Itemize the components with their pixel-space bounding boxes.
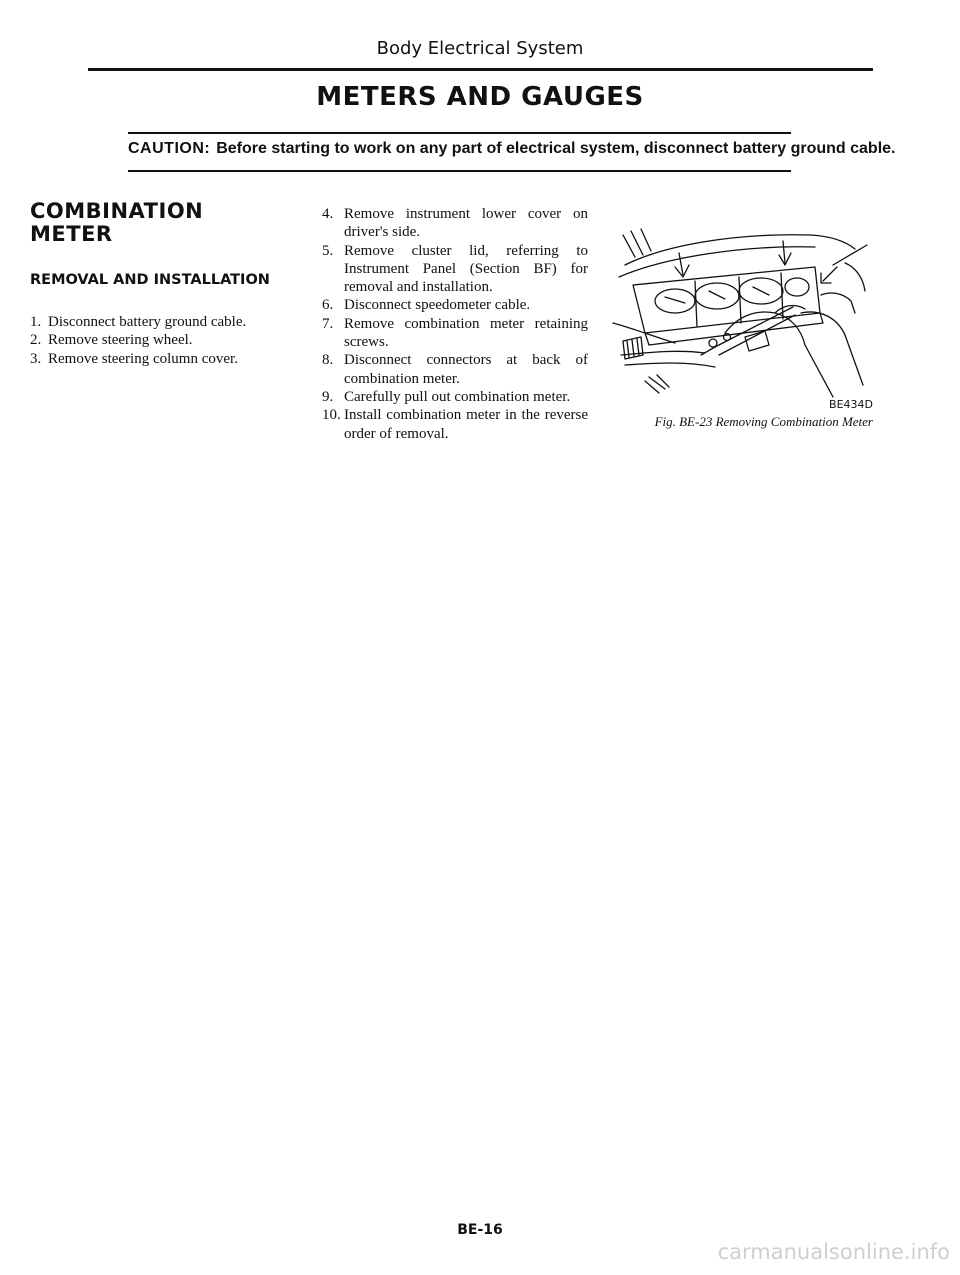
step-item [322,351,588,388]
caution-label: CAUTION: [128,140,211,157]
figure-number: Fig. BE-23 [654,414,713,429]
step-number: 8. [322,352,334,369]
caution-rule-top [128,132,791,134]
step-item [322,315,588,352]
header-rule [88,68,873,71]
steps-middle-column [322,205,588,443]
step-item [322,205,588,242]
step-text: Disconnect battery ground cable. [48,314,247,330]
step-text: Disconnect connectors at back of combination meter. [344,352,588,387]
caution-notice [128,140,896,158]
figure-caption-text: Removing Combination Meter [715,414,873,429]
step-text: Remove cluster lid, referring to Instrument Panel (Section BF) for removal and installation. [344,242,588,296]
section-title: COMBINATION METER [30,199,204,246]
figure-caption [605,414,873,429]
step-text: Install combination meter in the reverse order of removal. [344,407,588,442]
step-item [30,313,300,331]
step-number: 9. [322,388,334,405]
step-text: Remove instrument lower cover on driver's side. [344,206,588,241]
step-item [322,296,588,314]
step-number: 2. [30,332,42,349]
watermark: carmanualsonline.info [717,1240,950,1264]
step-number: 6. [322,297,334,314]
caution-rule-bottom [128,170,791,172]
steps-left-column [30,313,300,368]
step-item [322,406,588,443]
step-text: Remove steering column cover. [48,350,238,367]
figure-code: BE434D [829,398,873,411]
step-number: 7. [322,315,334,332]
page-number: BE-16 [457,1222,503,1238]
step-number: 3. [30,350,42,367]
step-number: 10. [322,407,341,424]
step-text: Carefully pull out combination meter. [344,388,571,405]
combination-meter-removal-figure [605,205,873,405]
page-title: METERS AND GAUGES [316,82,644,112]
step-item [322,242,588,297]
step-item [322,388,588,406]
step-number: 5. [322,242,334,259]
step-text: Remove steering wheel. [48,332,193,349]
running-header: Body Electrical System [376,38,584,59]
caution-text: Before starting to work on any part of electrical system, disconnect battery ground cable. [216,140,896,157]
step-item [30,350,300,368]
step-item [30,331,300,349]
subsection-title: REMOVAL AND INSTALLATION [30,272,270,288]
step-text: Disconnect speedometer cable. [344,297,531,314]
step-number: 1. [30,314,42,330]
step-text: Remove combination meter retaining screws. [344,315,588,351]
step-number: 4. [322,206,334,222]
